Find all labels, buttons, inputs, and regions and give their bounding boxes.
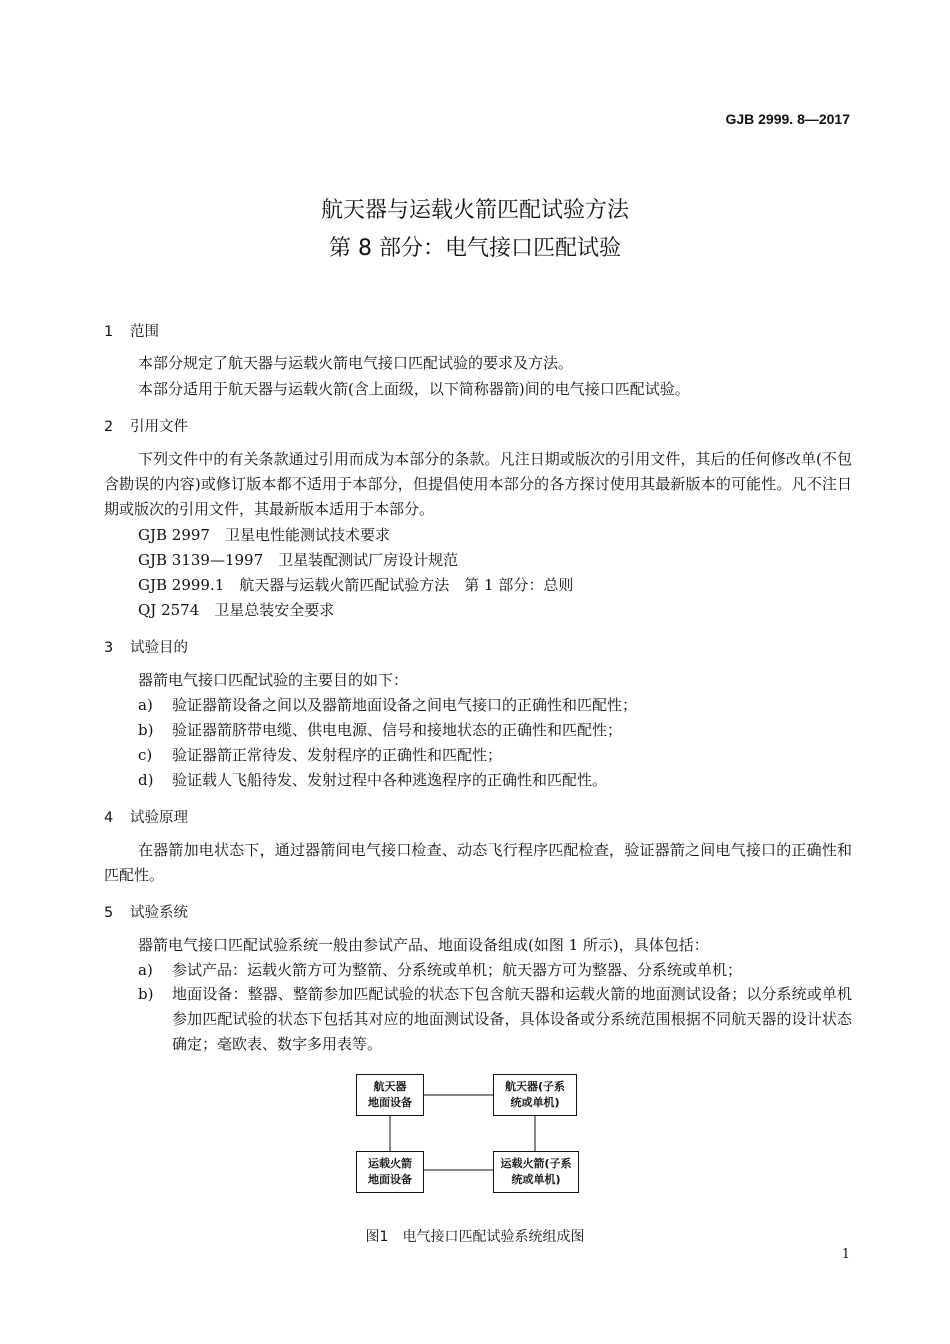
section-title: 引用文件 xyxy=(130,419,188,435)
section-number: 3 xyxy=(104,640,114,656)
box-spacecraft-subsystem xyxy=(493,1074,577,1116)
list-text: 验证载人飞船待发、发射过程中各种逃逸程序的正确性和匹配性。 xyxy=(172,771,608,789)
box-label-line: 地面设备 xyxy=(368,1096,412,1109)
document-title: 航天器与运载火箭匹配试验方法 xyxy=(320,198,629,223)
reference-item: GJB 2997 卫星电性能测试技术要求 xyxy=(138,526,390,544)
box-label-line: 地面设备 xyxy=(368,1173,412,1186)
paragraph: 本部分适用于航天器与运载火箭(含上面级，以下简称器箭)间的电气接口匹配试验。 xyxy=(138,380,690,398)
reference-item: GJB 2999.1 航天器与运载火箭匹配试验方法 第 1 部分：总则 xyxy=(138,576,574,594)
figure-caption: 图1 电气接口匹配试验系统组成图 xyxy=(365,1229,585,1245)
list-text: 验证器箭设备之间以及器箭地面设备之间电气接口的正确性和匹配性； xyxy=(172,696,638,714)
section-number: 4 xyxy=(104,810,114,826)
paragraph: 本部分规定了航天器与运载火箭电气接口匹配试验的要求及方法。 xyxy=(138,354,574,372)
list-text: 验证器箭脐带电缆、供电电源、信号和接地状态的正确性和匹配性； xyxy=(172,721,623,739)
list-label: b) xyxy=(138,985,154,1003)
box-spacecraft-ground-equipment xyxy=(356,1074,424,1116)
section-title: 试验系统 xyxy=(130,905,188,921)
document-subtitle: 第 8 部分：电气接口匹配试验 xyxy=(329,236,621,261)
box-rocket-subsystem xyxy=(493,1151,579,1193)
box-label-line: 统或单机) xyxy=(511,1173,561,1186)
paragraph: 下列文件中的有关条款通过引用而成为本部分的条款。凡注日期或版次的引用文件，其后的任何修改单(不包含勘误的内容)或修订版本都不适用于本部分，但提倡使用本部分的各方探讨使用其最新版本的可能性。凡不注日期或版次的引用文件，其最新版本适用于本部分。 xyxy=(104,450,852,518)
section-number: 5 xyxy=(104,905,114,921)
standard-number: GJB 2999. 8—2017 xyxy=(725,111,850,127)
list-label: a) xyxy=(138,961,153,979)
box-label-line: 统或单机) xyxy=(510,1096,560,1109)
section-title: 范围 xyxy=(130,324,159,340)
box-label-line: 航天器(子系 xyxy=(504,1080,566,1093)
list-text: 参试产品：运载火箭方可为整箭、分系统或单机；航天器方可为整器、分系统或单机； xyxy=(172,961,743,979)
paragraph: 器箭电气接口匹配试验系统一般由参试产品、地面设备组成(如图 1 所示)，具体包括： xyxy=(138,936,709,954)
paragraph: 器箭电气接口匹配试验的主要目的如下： xyxy=(138,671,409,689)
list-label: a) xyxy=(138,696,153,714)
section-number: 2 xyxy=(104,419,114,435)
box-label-line: 运载火箭 xyxy=(368,1157,412,1170)
box-rocket-ground-equipment xyxy=(356,1151,424,1193)
section-number: 1 xyxy=(104,324,114,340)
list-label: b) xyxy=(138,721,154,739)
paragraph: 在器箭加电状态下，通过器箭间电气接口检查、动态飞行程序匹配检查，验证器箭之间电气接口的正确性和匹配性。 xyxy=(104,841,852,884)
list-label: c) xyxy=(138,746,153,764)
page-number: 1 xyxy=(841,1247,850,1262)
list-text: 地面设备：整器、整箭参加匹配试验的状态下包含航天器和运载火箭的地面测试设备；以分系统或单机参加匹配试验的状态下包括其对应的地面测试设备，具体设备或分系统范围根据不同航天器的设计状态确定；毫欧表、数字多用表等。 xyxy=(172,985,852,1053)
reference-item: GJB 3139—1997 卫星装配测试厂房设计规范 xyxy=(138,551,459,569)
reference-item: QJ 2574 卫星总装安全要求 xyxy=(138,601,335,619)
box-label-line: 航天器 xyxy=(373,1080,407,1093)
list-label: d) xyxy=(138,771,154,789)
list-text: 验证器箭正常待发、发射程序的正确性和匹配性； xyxy=(172,746,503,764)
section-title: 试验目的 xyxy=(130,640,188,656)
section-title: 试验原理 xyxy=(130,810,188,826)
box-label-line: 运载火箭(子系 xyxy=(500,1157,572,1170)
